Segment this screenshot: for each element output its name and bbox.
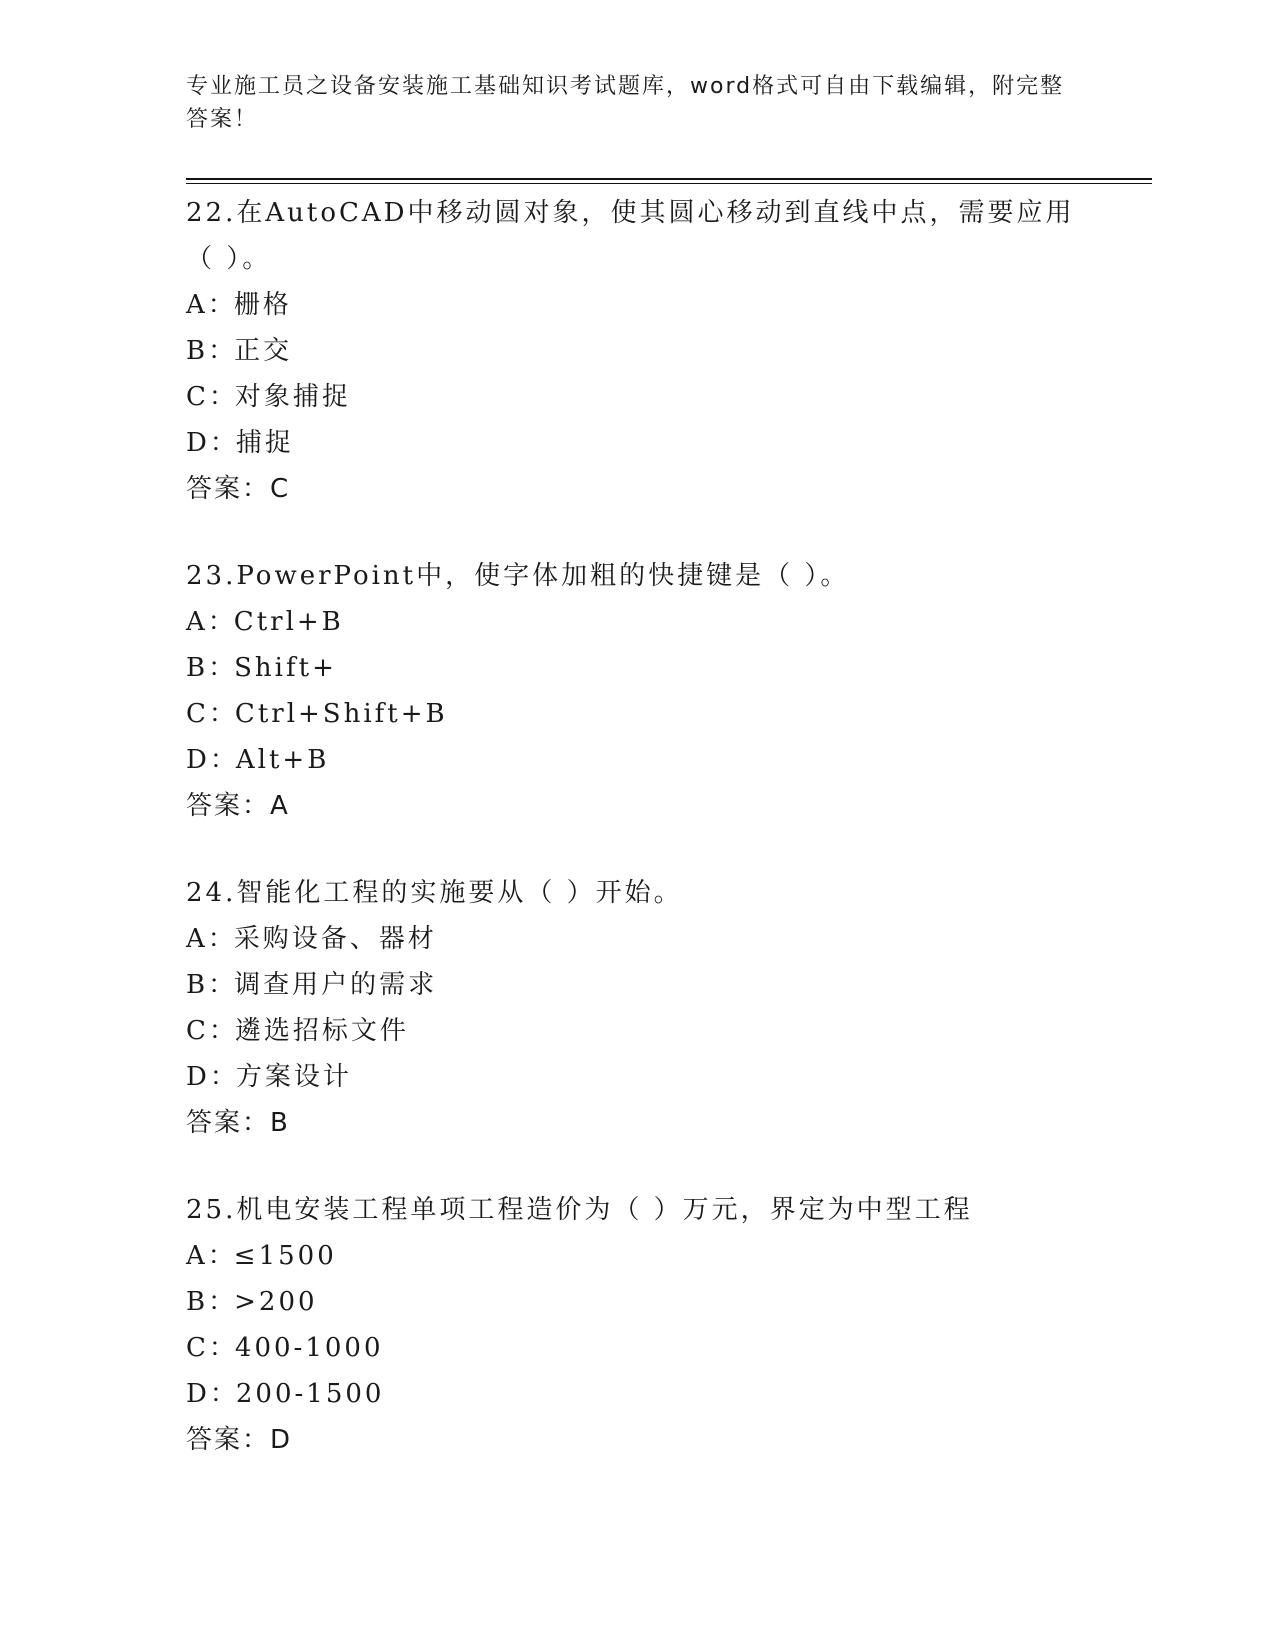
- option-letter: A: [186, 290, 208, 320]
- option-text: 方案设计: [235, 1062, 352, 1092]
- option-b: [186, 328, 1126, 374]
- question-text: 25.机电安装工程单项工程造价为（ ）万元，界定为中型工程: [186, 1195, 973, 1225]
- option-separator: ：: [208, 336, 235, 366]
- option-separator: ：: [208, 970, 235, 1000]
- option-d: [186, 737, 1126, 783]
- question-text: 22.在AutoCAD中移动圆对象，使其圆心移动到直线中点，需要应用（ ）。: [186, 198, 1075, 274]
- option-separator: ：: [208, 382, 235, 412]
- option-separator: ：: [208, 699, 235, 729]
- option-separator: ：: [208, 1016, 235, 1046]
- option-separator: ：: [209, 1379, 236, 1409]
- option-letter: C: [186, 699, 209, 729]
- option-separator: ：: [208, 1287, 235, 1317]
- header-divider-thick: [186, 178, 1152, 180]
- option-letter: A: [186, 1241, 208, 1271]
- option-a: [186, 916, 1126, 962]
- question-24: [186, 870, 1126, 1146]
- option-separator: ：: [207, 290, 234, 320]
- option-text: 调查用户的需求: [234, 970, 438, 1000]
- question-25: [186, 1187, 1126, 1463]
- option-text: >200: [234, 1287, 318, 1317]
- answer: 答案：C: [186, 474, 291, 504]
- option-c: [186, 1325, 1126, 1371]
- option-separator: ：: [207, 607, 234, 637]
- option-text: Ctrl+B: [233, 607, 344, 637]
- question-text: 24.智能化工程的实施要从（ ）开始。: [186, 878, 683, 908]
- option-letter: D: [186, 1379, 210, 1409]
- question-22: [186, 190, 1126, 512]
- option-text: 栅格: [233, 290, 292, 320]
- option-letter: B: [186, 1287, 209, 1317]
- option-d: [186, 420, 1126, 466]
- option-letter: D: [186, 428, 210, 458]
- option-text: Shift+: [234, 653, 337, 683]
- option-separator: ：: [207, 924, 234, 954]
- option-text: 遴选招标文件: [234, 1016, 409, 1046]
- option-text: Ctrl+Shift+B: [234, 699, 448, 729]
- option-b: [186, 1279, 1126, 1325]
- option-b: [186, 962, 1126, 1008]
- option-c: [186, 691, 1126, 737]
- option-separator: ：: [208, 1333, 235, 1363]
- header-divider-thin: [186, 183, 1152, 184]
- question-23: [186, 553, 1126, 829]
- option-d: [186, 1371, 1126, 1417]
- option-text: 正交: [234, 336, 293, 366]
- answer: 答案：A: [186, 791, 290, 821]
- option-separator: ：: [209, 1062, 236, 1092]
- option-text: Alt+B: [235, 745, 330, 775]
- document-header: 专业施工员之设备安装施工基础知识考试题库，word格式可自由下载编辑，附完整答案！: [186, 74, 1065, 132]
- option-letter: C: [186, 1016, 209, 1046]
- option-c: [186, 374, 1126, 420]
- option-letter: A: [186, 924, 208, 954]
- option-text: 采购设备、器材: [233, 924, 437, 954]
- answer: 答案：D: [186, 1425, 293, 1455]
- option-text: 200-1500: [235, 1379, 385, 1409]
- option-text: ≤1500: [233, 1241, 337, 1271]
- option-letter: D: [186, 745, 210, 775]
- option-letter: D: [186, 1062, 210, 1092]
- option-text: 400-1000: [234, 1333, 384, 1363]
- option-separator: ：: [207, 1241, 234, 1271]
- question-list: [186, 190, 1126, 1504]
- option-letter: B: [186, 653, 209, 683]
- option-text: 对象捕捉: [234, 382, 351, 412]
- option-letter: C: [186, 382, 209, 412]
- option-letter: A: [186, 607, 208, 637]
- option-a: [186, 599, 1126, 645]
- option-letter: B: [186, 970, 209, 1000]
- option-a: [186, 1233, 1126, 1279]
- option-b: [186, 645, 1126, 691]
- option-separator: ：: [209, 745, 236, 775]
- option-separator: ：: [209, 428, 236, 458]
- answer: 答案：B: [186, 1108, 290, 1138]
- option-separator: ：: [208, 653, 235, 683]
- option-letter: B: [186, 336, 209, 366]
- option-a: [186, 282, 1126, 328]
- option-letter: C: [186, 1333, 209, 1363]
- option-c: [186, 1008, 1126, 1054]
- question-text: 23.PowerPoint中，使字体加粗的快捷键是（ ）。: [186, 561, 850, 591]
- option-d: [186, 1054, 1126, 1100]
- option-text: 捕捉: [235, 428, 294, 458]
